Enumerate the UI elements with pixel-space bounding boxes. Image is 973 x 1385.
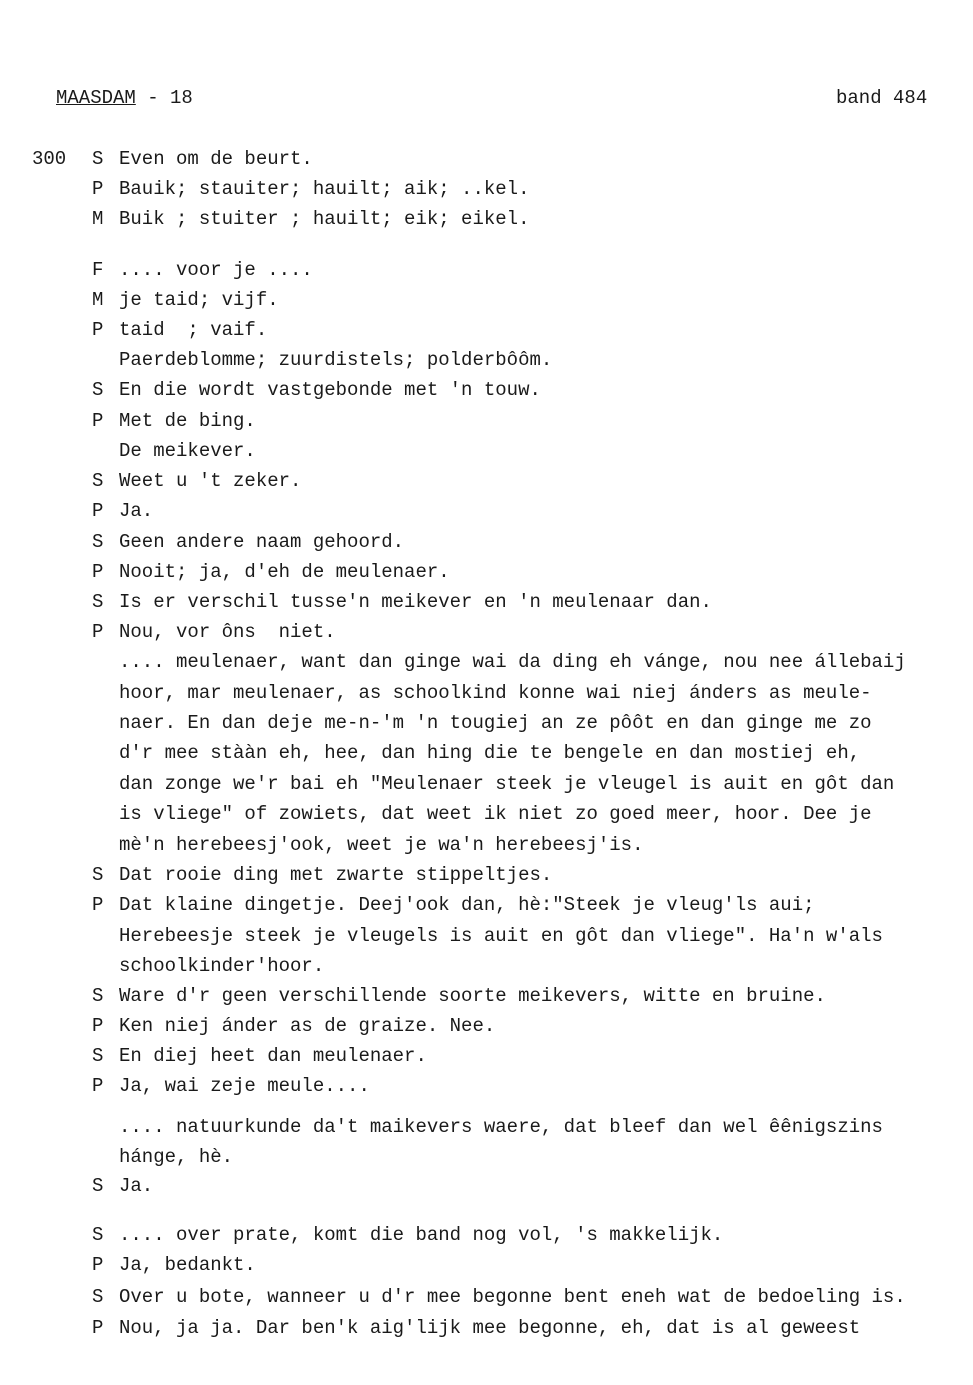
line-text: Paerdeblomme; zuurdistels; polderbôôm. [119,349,553,371]
transcript-line [92,469,301,493]
line-text: Nou, ja ja. Dar ben'k aig'lijk mee begonne, eh, dat is al geweest [119,1317,861,1339]
line-text: Dat klaine dingetje. Deej'ook dan, hè:"Steek je vleug'ls aui; [119,894,815,916]
speaker-code: P [92,1015,104,1037]
speaker-code: S [92,148,104,170]
line-text: dan zonge we'r bai eh "Meulenaer steek je vleugel is auit en gôt dan [119,773,895,795]
line-text: Is er verschil tusse'n meikever en 'n meulenaar dan. [119,591,712,613]
transcript-line [92,893,815,917]
line-text: Even om de beurt. [119,148,313,170]
speaker-code: M [92,289,104,311]
transcript-line [92,147,313,171]
transcript-line [92,439,256,463]
speaker-code: P [92,1254,104,1276]
transcript-line [92,620,336,644]
transcript-line [92,1174,153,1198]
line-text: Met de bing. [119,410,256,432]
line-text: Nou, vor ôns niet. [119,621,336,643]
transcript-line [92,1074,370,1098]
speaker-code: P [92,500,104,522]
transcript-line [92,378,541,402]
speaker-code: S [92,591,104,613]
transcript-line [92,1145,233,1169]
line-text: hoor, mar meulenaer, as schoolkind konne wai niej ánders as meule- [119,682,872,704]
transcript-line [92,1253,256,1277]
line-text: .... over prate, komt die band nog vol, 's makkelijk. [119,1224,724,1246]
line-text: Ken niej ánder as de graize. Nee. [119,1015,496,1037]
transcript-line [92,1223,723,1247]
speaker-code: S [92,379,104,401]
transcript-line [92,560,450,584]
transcript-line [92,802,872,826]
transcript-line [92,409,256,433]
transcript-line [92,590,712,614]
transcript-line [92,207,529,231]
speaker-code: P [92,1075,104,1097]
transcript-line [92,711,872,735]
speaker-code: P [92,621,104,643]
transcript-line-number: 300 [32,148,67,170]
transcript-line [92,1014,495,1038]
line-text: Ja, bedankt. [119,1254,256,1276]
transcript-line [92,258,313,282]
line-text: hánge, hè. [119,1146,234,1168]
line-text: Dat rooie ding met zwarte stippeltjes. [119,864,553,886]
line-text: Ware d'r geen verschillende soorte meikevers, witte en bruine. [119,985,826,1007]
speaker-code: P [92,1317,104,1339]
line-text: Buik ; stuiter ; hauilt; eik; eikel. [119,208,530,230]
speaker-code: S [92,1286,104,1308]
line-text: Ja, wai zeje meule.... [119,1075,370,1097]
line-text: mè'n herebeesj'ook, weet je wa'n herebeesj'is. [119,834,644,856]
transcript-line [92,318,267,342]
speaker-code: S [92,1045,104,1067]
transcript-line [92,1285,906,1309]
transcript-line [92,288,279,312]
line-text: naer. En dan deje me-n-'m 'n tougiej an ze pôôt en dan ginge me zo [119,712,872,734]
line-text: je taid; vijf. [119,289,279,311]
speaker-code: S [92,1175,104,1197]
page-header-left [56,86,193,110]
line-text: En die wordt vastgebonde met 'n touw. [119,379,541,401]
transcript-line [92,863,552,887]
speaker-code: P [92,319,104,341]
transcript-line [92,1316,860,1340]
transcript-line [92,348,552,372]
speaker-code: S [92,470,104,492]
transcript-line [92,1044,427,1068]
line-text: Over u bote, wanneer u d'r mee begonne bent eneh wat de bedoeling is. [119,1286,906,1308]
line-text: Bauik; stauiter; hauilt; aik; ..kel. [119,178,530,200]
page-number: - 18 [135,87,193,109]
line-text: Herebeesje steek je vleugels is auit en gôt dan vliege". Ha'n w'als [119,925,883,947]
transcript-line [92,984,826,1008]
place-name: MAASDAM [56,87,136,109]
line-text: Geen andere naam gehoord. [119,531,405,553]
speaker-code: F [92,259,104,281]
transcript-line [92,681,872,705]
speaker-code: S [92,1224,104,1246]
transcript-line [92,772,894,796]
transcript-line [92,924,883,948]
line-text: taid ; vaif. [119,319,268,341]
line-text: .... voor je .... [119,259,313,281]
transcript-line [92,499,153,523]
speaker-code: S [92,985,104,1007]
speaker-code: P [92,410,104,432]
line-text: is vliege" of zowiets, dat weet ik niet zo goed meer, hoor. Dee je [119,803,872,825]
transcript-line [92,650,906,674]
speaker-code: P [92,178,104,200]
line-text: De meikever. [119,440,256,462]
transcript-line [92,1115,883,1139]
transcript-line [92,954,324,978]
speaker-code: M [92,208,104,230]
transcript-line [92,177,529,201]
speaker-code: S [92,864,104,886]
line-text: schoolkinder'hoor. [119,955,325,977]
speaker-code: S [92,531,104,553]
line-text: .... meulenaer, want dan ginge wai da ding eh vánge, nou nee állebaij [119,651,906,673]
line-text: Ja. [119,1175,154,1197]
transcript-line [92,530,404,554]
transcript-line [92,741,860,765]
line-text: Weet u 't zeker. [119,470,302,492]
line-text: Nooit; ja, d'eh de meulenaer. [119,561,450,583]
line-text: d'r mee stààn eh, hee, dan hing die te bengele en dan mostiej eh, [119,742,861,764]
transcript-line [92,833,644,857]
line-text: Ja. [119,500,154,522]
speaker-code: P [92,894,104,916]
line-text: .... natuurkunde da't maikevers waere, dat bleef dan wel êênigszins [119,1116,883,1138]
band-number: band 484 [836,87,928,109]
line-text: En diej heet dan meulenaer. [119,1045,427,1067]
speaker-code: P [92,561,104,583]
